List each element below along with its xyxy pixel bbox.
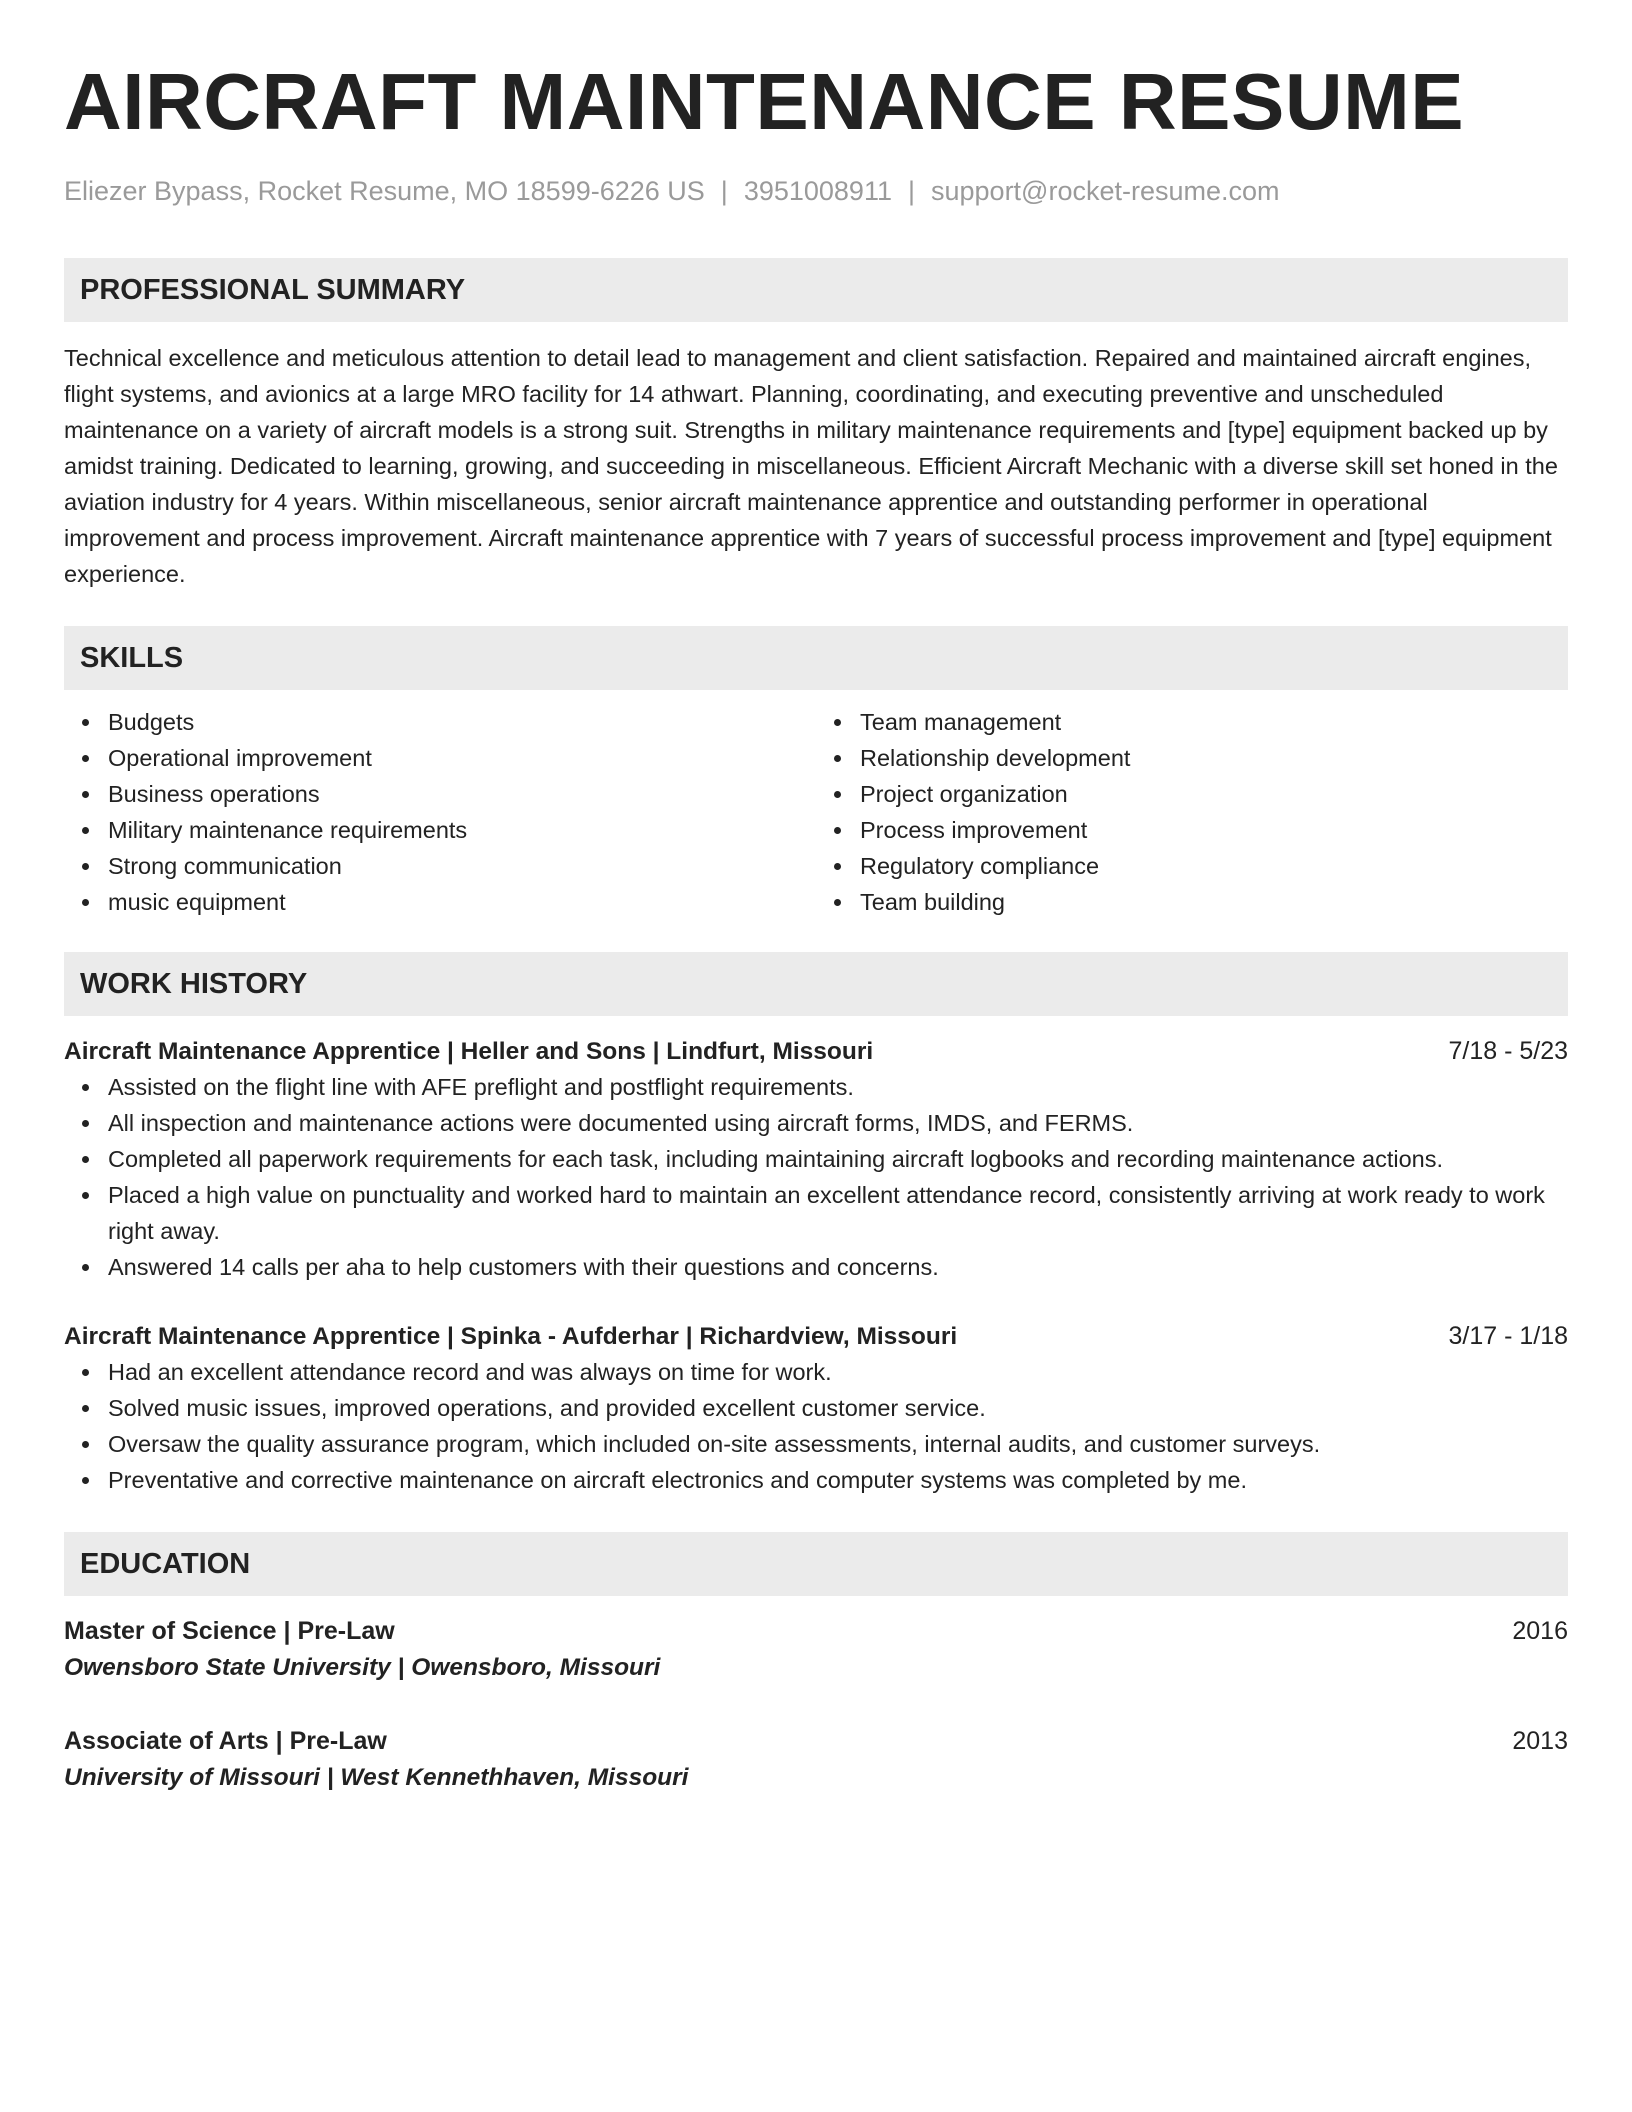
education-year: 2016	[1512, 1617, 1568, 1645]
job-title: Aircraft Maintenance Apprentice | Heller and Sons | Lindfurt, Missouri	[64, 1038, 874, 1065]
skill-item: Business operations	[108, 776, 816, 812]
job-duties-list	[64, 1354, 1568, 1498]
contact-email: support@rocket-resume.com	[931, 176, 1280, 206]
education-entry-header	[64, 1724, 1568, 1758]
education-degree: Associate of Arts | Pre-Law	[64, 1727, 387, 1755]
contact-separator: |	[720, 176, 728, 206]
job-entry-header	[64, 1034, 1568, 1069]
skills-column-left	[64, 704, 816, 920]
resume-title: AIRCRAFT MAINTENANCE RESUME	[64, 57, 1465, 146]
education-entry	[64, 1614, 1568, 1686]
education-entry-header	[64, 1614, 1568, 1648]
job-duty-item: Preventative and corrective maintenance on aircraft electronics and computer systems was completed by me.	[108, 1462, 1568, 1498]
job-duty-item: Oversaw the quality assurance program, which included on-site assessments, internal audits, and customer surveys.	[108, 1426, 1568, 1462]
skill-item: Regulatory compliance	[860, 848, 1568, 884]
job-duty-item: Completed all paperwork requirements for each task, including maintaining aircraft logbooks and recording maintenance actions.	[108, 1141, 1568, 1177]
skills-list	[64, 704, 1568, 920]
education-school: University of Missouri | West Kennethhaven, Missouri	[64, 1764, 689, 1791]
contact-line	[64, 174, 1568, 208]
section-header-skills: SKILLS	[64, 626, 1568, 690]
contact-phone: 3951008911	[743, 176, 892, 206]
job-dates: 3/17 - 1/18	[1448, 1322, 1568, 1350]
education-school: Owensboro State University | Owensboro, Missouri	[64, 1654, 661, 1681]
job-duties-list	[64, 1069, 1568, 1285]
skill-item: Budgets	[108, 704, 816, 740]
education-degree: Master of Science | Pre-Law	[64, 1617, 395, 1645]
job-duty-item: Placed a high value on punctuality and worked hard to maintain an excellent attendance record, consistently arriving at work ready to work right away.	[108, 1177, 1568, 1249]
section-header-summary: PROFESSIONAL SUMMARY	[64, 258, 1568, 322]
education-year: 2013	[1512, 1727, 1568, 1755]
education-entry	[64, 1724, 1568, 1796]
job-dates: 7/18 - 5/23	[1448, 1037, 1568, 1065]
skill-item: Process improvement	[860, 812, 1568, 848]
skill-item: Project organization	[860, 776, 1568, 812]
section-header-work-history: WORK HISTORY	[64, 952, 1568, 1016]
skill-item: music equipment	[108, 884, 816, 920]
job-duty-item: Had an excellent attendance record and was always on time for work.	[108, 1354, 1568, 1390]
skill-item: Team management	[860, 704, 1568, 740]
summary-text: Technical excellence and meticulous attention to detail lead to management and client satisfaction. Repaired and maintained aircraft engines, flight systems, and avionics at a large MRO facility for 14 athwart. Planning, coordinating, and executing preventive and unscheduled maintenance on a variety of aircraft models is a strong suit. Strengths in military maintenance requirements and [type] equipment backed up by amidst training. Dedicated to learning, growing, and succeeding in miscellaneous. Efficient Aircraft Mechanic with a diverse skill set honed in the aviation industry for 4 years. Within miscellaneous, senior aircraft maintenance apprentice and outstanding performer in operational improvement and process improvement. Aircraft maintenance apprentice with 7 years of successful process improvement and [type] equipment experience.	[64, 345, 1558, 587]
contact-separator: |	[907, 176, 915, 206]
section-header-education: EDUCATION	[64, 1532, 1568, 1596]
job-duty-item: Assisted on the flight line with AFE preflight and postflight requirements.	[108, 1069, 1568, 1105]
job-entry-header	[64, 1319, 1568, 1354]
skill-item: Team building	[860, 884, 1568, 920]
skill-item: Strong communication	[108, 848, 816, 884]
contact-address: Eliezer Bypass, Rocket Resume, MO 18599-6226 US	[64, 176, 705, 206]
job-duty-item: Solved music issues, improved operations, and provided excellent customer service.	[108, 1390, 1568, 1426]
job-duty-item: Answered 14 calls per aha to help customers with their questions and concerns.	[108, 1249, 1568, 1285]
skill-item: Operational improvement	[108, 740, 816, 776]
skill-item: Relationship development	[860, 740, 1568, 776]
job-title: Aircraft Maintenance Apprentice | Spinka - Aufderhar | Richardview, Missouri	[64, 1323, 958, 1350]
job-duty-item: All inspection and maintenance actions were documented using aircraft forms, IMDS, and FERMS.	[108, 1105, 1568, 1141]
skills-column-right	[816, 704, 1568, 920]
skill-item: Military maintenance requirements	[108, 812, 816, 848]
